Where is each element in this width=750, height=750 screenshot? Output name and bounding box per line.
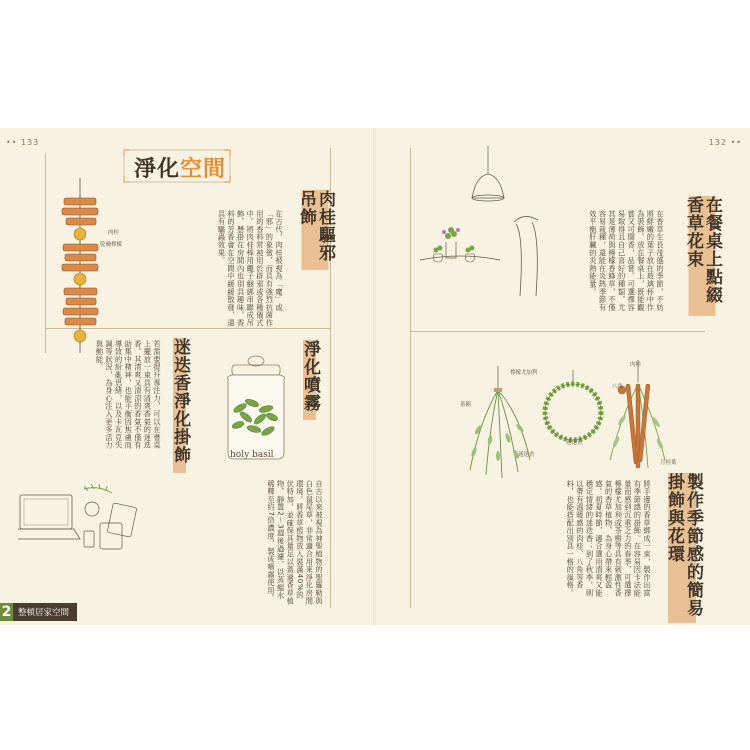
section-title-wreath: 製作季節感的簡易掛飾與花環 <box>662 473 702 623</box>
section-body-cinnamon: 在古代，肉桂被視為「魔」或「邪」的象徵，而具有強烈抗菌作用的香料常被用於辟邪或各種儀式中。將肉桂棒用繩子綑綁串聯成吊飾，懸掛在房間內也別具趣味，香料的芳香會在空間中緩緩散發，還具有驅蟲效果。 <box>217 210 284 327</box>
page-title-part-2: 空間 <box>180 157 227 182</box>
page-title-part-1: 淨化 <box>134 157 181 182</box>
section-body-wreath: 將手邊的香草綁成一束，製作出富有季節感的掛飾。在容易因卡法能量而感到沉重乏力的春季，可選擇檸檬尤加利或茶樹等具有刺激性香氣的香草植物，為身心帶來輕盈感。初夏時節，適合選用清爽又能穩定情緒的迷迭香；到了秋季，則以帶有溫暖感的肉桂、八角等香料，也能搭配出別具一格的風格。 <box>566 480 652 597</box>
illustration-label: 迷迭香 <box>518 452 535 458</box>
frame-line <box>410 148 411 608</box>
illustration-label: 茶樹 <box>460 402 472 408</box>
page-number-left: •• 133 <box>6 138 40 147</box>
frame-line <box>45 153 46 353</box>
illustration-label: 月桂葉 <box>660 460 677 466</box>
illustration-label: 肉桂 <box>630 362 642 368</box>
illustration-label: 八角 <box>612 384 624 390</box>
holy-basil-jar-illustration <box>218 353 294 463</box>
chapter-number: 2 <box>1 604 12 620</box>
section-body-spray: 自古以來被視為神聖植物的聖羅勒與白色鼠尾草，非常適合用來淨化房間環境。將香草植物放入裝滿40%的伏特加，並確保其量足以蓋過香草植物，靜置2～3週後過濾，以蒸餾水稀釋至約7倍濃度，製成噴霧使用。 <box>267 480 324 605</box>
herb-bundles-illustration <box>450 360 680 485</box>
book-gutter <box>373 128 376 625</box>
page-number-right: 132 •• <box>708 138 742 147</box>
section-title-rosemary: 迷迭香淨化掛飾 <box>170 338 189 473</box>
section-body-rosemary: 若需要提升專注力，可以在書桌上擺放一束具有清爽香氣的迷迭香。其清爽又清涼的香氣不僅有助集中精神，也能平衡因焦慮而導致的紛亂思緒，以及卡瓦克失調等狀況，為身心注入更多活力與動能。 <box>95 340 162 450</box>
cinnamon-garland-illustration <box>52 178 142 358</box>
section-body-bouquet: 在香草生長茂盛的季節，不妨將鮮嫩的葉子放在玻璃杯中作為裝飾。放在餐桌上，既能觀賞又可聞香，品嘗。可選擇容易取得且自己喜好的種類，尤其是薄荷與檸檬香蜂草，不僅容易栽種，還能在炎熱季節有效平衡肝臟的炎熱能量。 <box>588 210 665 312</box>
chapter-tab <box>0 603 77 621</box>
book-spread <box>0 128 750 625</box>
illustration-label: 迷迭香 <box>566 440 583 446</box>
jar-label: holy basil <box>230 450 274 460</box>
illustration-label: 肉桂 <box>108 230 120 236</box>
desk-laptop-illustration <box>18 483 158 573</box>
section-title-spray: 淨化噴霧 <box>300 340 319 420</box>
frame-line <box>410 331 705 332</box>
section-title-bouquet: 在餐桌上點綴香草花束 <box>683 196 721 316</box>
chapter-label: 整頓居家空間 <box>13 603 77 621</box>
dining-table-illustration <box>420 146 545 296</box>
illustration-label: 乾燥檸檬 <box>100 242 123 248</box>
illustration-label: 檸檬尤加利 <box>510 370 538 376</box>
page-title <box>134 152 226 183</box>
section-title-cinnamon: 肉桂驅邪吊飾 <box>296 190 334 270</box>
